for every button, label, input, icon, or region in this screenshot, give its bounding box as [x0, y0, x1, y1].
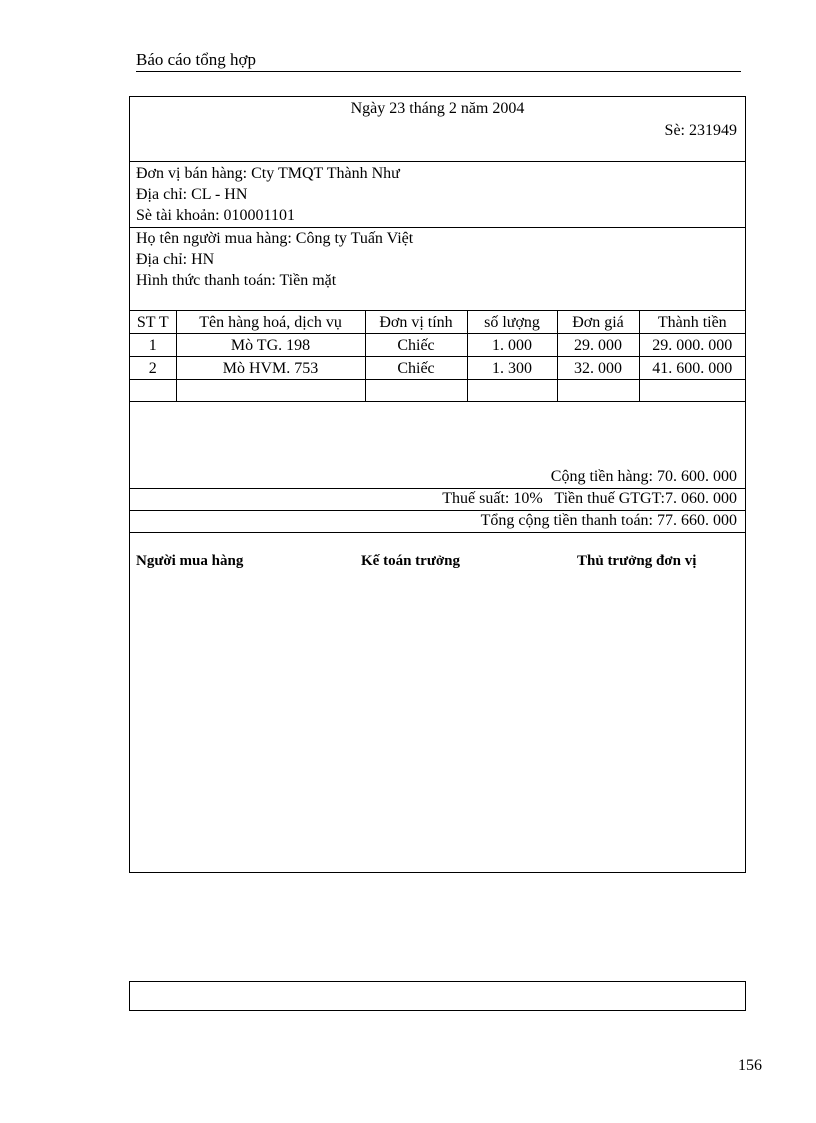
seller-account: Sè tài khoản: 010001101 [136, 207, 295, 224]
signature-accountant: Kế toán trưởng [361, 553, 460, 569]
payment-method: Hình thức thanh toán: Tiền mặt [136, 272, 337, 289]
cell-name: Mò HVM. 753 [176, 357, 365, 380]
grand-total: Tổng cộng tiền thanh toán: 77. 660. 000 [480, 512, 737, 529]
column-header: Đơn giá [557, 311, 639, 334]
column-header: Đơn vị tính [365, 311, 467, 334]
tax-row [130, 489, 745, 511]
seller-name: Đơn vị bán hàng: Cty TMQT Thành Như [136, 165, 400, 182]
cell-unit: Chiếc [365, 334, 467, 357]
column-header: Tên hàng hoá, dịch vụ [176, 311, 365, 334]
signature-director: Thủ trưởng đơn vị [577, 553, 697, 569]
invoice-number: Sè: 231949 [664, 122, 737, 139]
divider [130, 161, 745, 162]
cell-qty: 1. 000 [467, 334, 557, 357]
column-header: số lượng [467, 311, 557, 334]
items-table [130, 310, 745, 402]
report-title: Báo cáo tổng hợp [136, 50, 256, 69]
buyer-name: Họ tên người mua hàng: Công ty Tuấn Việt [136, 230, 414, 247]
empty-box [129, 981, 746, 1011]
cell-unit: Chiếc [365, 357, 467, 380]
signature-buyer: Người mua hàng [136, 553, 244, 569]
total-goods-row [130, 467, 745, 489]
cell-name: Mò TG. 198 [176, 334, 365, 357]
table-row [130, 357, 745, 380]
tax-amount: Thuế suất: 10% Tiền thuế GTGT:7. 060. 000 [442, 490, 737, 507]
seller-address: Địa chỉ: CL - HN [136, 186, 248, 203]
column-header: ST T [130, 311, 176, 334]
page-number: 156 [738, 1057, 762, 1074]
table-header-row [130, 311, 745, 334]
table-row-empty [130, 380, 745, 402]
header-divider [136, 71, 741, 72]
cell-amount: 29. 000. 000 [639, 334, 745, 357]
total-goods: Cộng tiền hàng: 70. 600. 000 [550, 468, 737, 485]
cell-price: 32. 000 [557, 357, 639, 380]
column-header: Thành tiền [639, 311, 745, 334]
cell-stt: 2 [130, 357, 176, 380]
divider [130, 227, 745, 228]
invoice-date: Ngày 23 tháng 2 năm 2004 [350, 100, 525, 117]
cell-stt: 1 [130, 334, 176, 357]
cell-price: 29. 000 [557, 334, 639, 357]
cell-amount: 41. 600. 000 [639, 357, 745, 380]
cell-qty: 1. 300 [467, 357, 557, 380]
buyer-address: Địa chỉ: HN [136, 251, 215, 268]
grand-total-row [130, 511, 745, 533]
table-row [130, 334, 745, 357]
invoice-frame [129, 96, 746, 873]
